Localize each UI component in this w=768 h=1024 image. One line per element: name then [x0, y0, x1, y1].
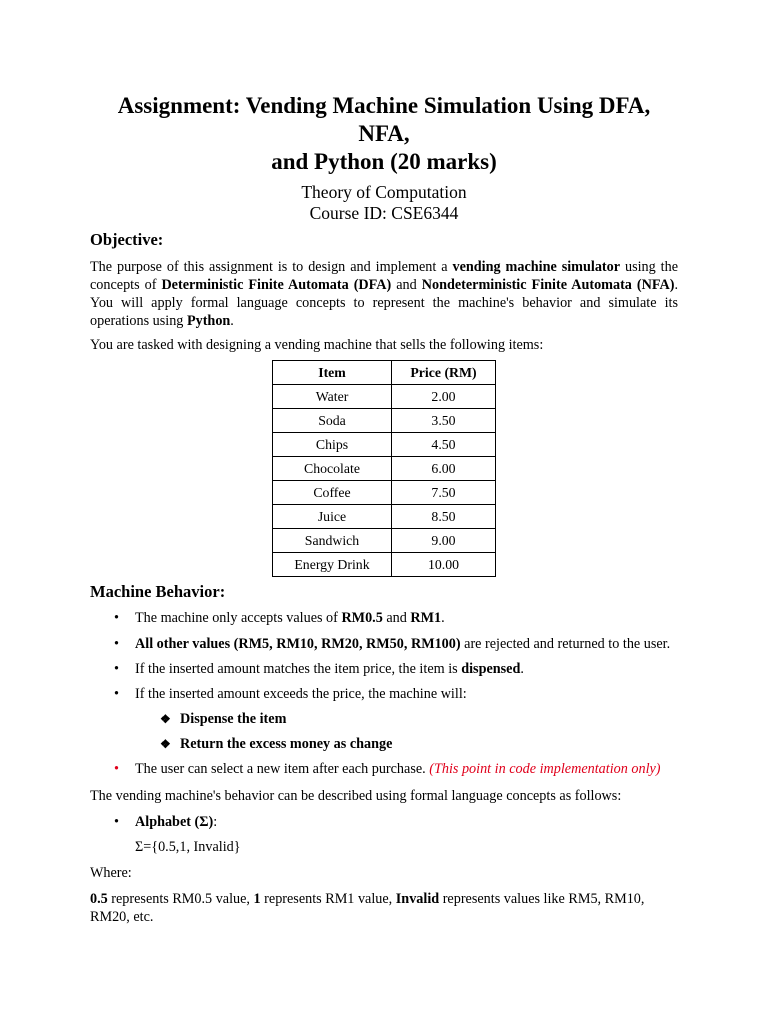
- price-cell: 10.00: [392, 553, 496, 577]
- text-run-bold: vending machine simulator: [452, 259, 621, 275]
- text-run-bold: Dispense the item: [180, 711, 287, 727]
- text-run-bold: Python: [186, 313, 231, 329]
- text-run-bold: dispensed: [461, 661, 521, 677]
- text-run-bold: Return the excess money as change: [180, 736, 393, 752]
- text-run: represents values like RM5, RM10, RM20, etc.: [90, 891, 645, 925]
- list-item: [90, 610, 678, 626]
- price-cell: 8.50: [392, 505, 496, 529]
- bullet-icon: •: [114, 661, 119, 677]
- alphabet-label: Alphabet (Σ): [135, 814, 214, 830]
- item-cell: Chocolate: [273, 457, 392, 481]
- table-header-row: [273, 361, 496, 385]
- header-item: Item: [273, 361, 392, 385]
- diamond-bullet-icon: ❖: [160, 712, 171, 726]
- table-row: [273, 529, 496, 553]
- item-cell: Energy Drink: [273, 553, 392, 577]
- price-cell: 4.50: [392, 433, 496, 457]
- alphabet-definition: Σ={0.5,1, Invalid}: [135, 839, 241, 855]
- text-run: If the inserted amount exceeds the price, the machine will:: [135, 686, 467, 702]
- text-run-bold: Deterministic Finite Automata (DFA): [161, 277, 392, 293]
- item-cell: Coffee: [273, 481, 392, 505]
- table-row: [273, 409, 496, 433]
- text-run: and: [382, 610, 411, 626]
- subject-name: Theory of Computation: [301, 182, 467, 202]
- text-run: .: [441, 610, 445, 626]
- text-run-bold: 1: [253, 891, 261, 907]
- price-cell: 6.00: [392, 457, 496, 481]
- table-row: [273, 385, 496, 409]
- implementation-note: (This point in code implementation only): [429, 761, 661, 777]
- price-table: [272, 360, 496, 577]
- bullet-icon: •: [114, 814, 119, 830]
- list-item: [90, 814, 678, 830]
- price-cell: 7.50: [392, 481, 496, 505]
- course-id: Course ID: CSE6344: [309, 203, 459, 223]
- title-line-2: and Python (20 marks): [271, 149, 497, 174]
- text-run-bold: RM0.5: [341, 610, 383, 626]
- assignment-title: [90, 92, 678, 176]
- price-cell: 2.00: [392, 385, 496, 409]
- text-run-bold: Invalid: [395, 891, 440, 907]
- table-row: [273, 481, 496, 505]
- text-run: are rejected and returned to the user.: [460, 636, 671, 652]
- objective-paragraph: [90, 258, 678, 330]
- text-run: using the concepts of: [90, 259, 679, 293]
- list-item: [90, 661, 678, 677]
- text-run: The purpose of this assignment is to design and implement a: [90, 259, 453, 275]
- course-subtitle: [90, 182, 678, 224]
- items-intro: You are tasked with designing a vending machine that sells the following items:: [90, 337, 544, 353]
- table-row: [273, 505, 496, 529]
- list-item: [90, 736, 678, 752]
- price-cell: 9.00: [392, 529, 496, 553]
- text-run: :: [213, 814, 218, 830]
- bullet-icon: •: [114, 610, 119, 626]
- text-run: The machine only accepts values of: [135, 610, 342, 626]
- text-run: represents RM1 value,: [260, 891, 396, 907]
- diamond-bullet-icon: ❖: [160, 737, 171, 751]
- price-cell: 3.50: [392, 409, 496, 433]
- formal-intro: The vending machine's behavior can be described using formal language concepts as follows:: [90, 788, 622, 804]
- text-run-bold: 0.5: [90, 891, 108, 907]
- table-row: [273, 433, 496, 457]
- list-item: [90, 686, 678, 702]
- item-cell: Juice: [273, 505, 392, 529]
- text-run: .: [230, 313, 234, 329]
- bullet-icon: •: [114, 761, 119, 777]
- exceed-sublist: [90, 711, 678, 752]
- text-run: .: [520, 661, 524, 677]
- behavior-list: [90, 610, 678, 702]
- header-price: Price (RM): [392, 361, 496, 385]
- bullet-icon: •: [114, 636, 119, 652]
- table-row: [273, 457, 496, 481]
- list-item: [90, 711, 678, 727]
- text-run: . You will apply formal language concepts to represent the machine's behavior and simulate its operations using: [90, 277, 678, 329]
- title-line-1: Assignment: Vending Machine Simulation Using DFA, NFA,: [117, 93, 651, 146]
- behavior-list-cont: [90, 761, 678, 777]
- item-cell: Soda: [273, 409, 392, 433]
- bullet-icon: •: [114, 686, 119, 702]
- text-run: If the inserted amount matches the item price, the item is: [135, 661, 462, 677]
- where-label: Where:: [90, 865, 132, 881]
- where-explanation: [90, 890, 678, 926]
- machine-behavior-heading: Machine Behavior:: [90, 582, 226, 601]
- text-run-bold: Nondeterministic Finite Automata (NFA): [421, 277, 675, 293]
- text-run-bold: All other values (RM5, RM10, RM20, RM50, RM100): [135, 636, 461, 652]
- text-run: and: [391, 277, 422, 293]
- item-cell: Chips: [273, 433, 392, 457]
- list-item: [90, 636, 678, 652]
- text-run: represents RM0.5 value,: [107, 891, 254, 907]
- document-page: [90, 92, 678, 926]
- table-row: [273, 553, 496, 577]
- text-run-bold: RM1: [410, 610, 442, 626]
- objective-heading: Objective:: [90, 230, 164, 249]
- formal-list: [90, 814, 678, 830]
- text-run: The user can select a new item after each purchase.: [135, 761, 430, 777]
- list-item: [90, 761, 678, 777]
- item-cell: Water: [273, 385, 392, 409]
- item-cell: Sandwich: [273, 529, 392, 553]
